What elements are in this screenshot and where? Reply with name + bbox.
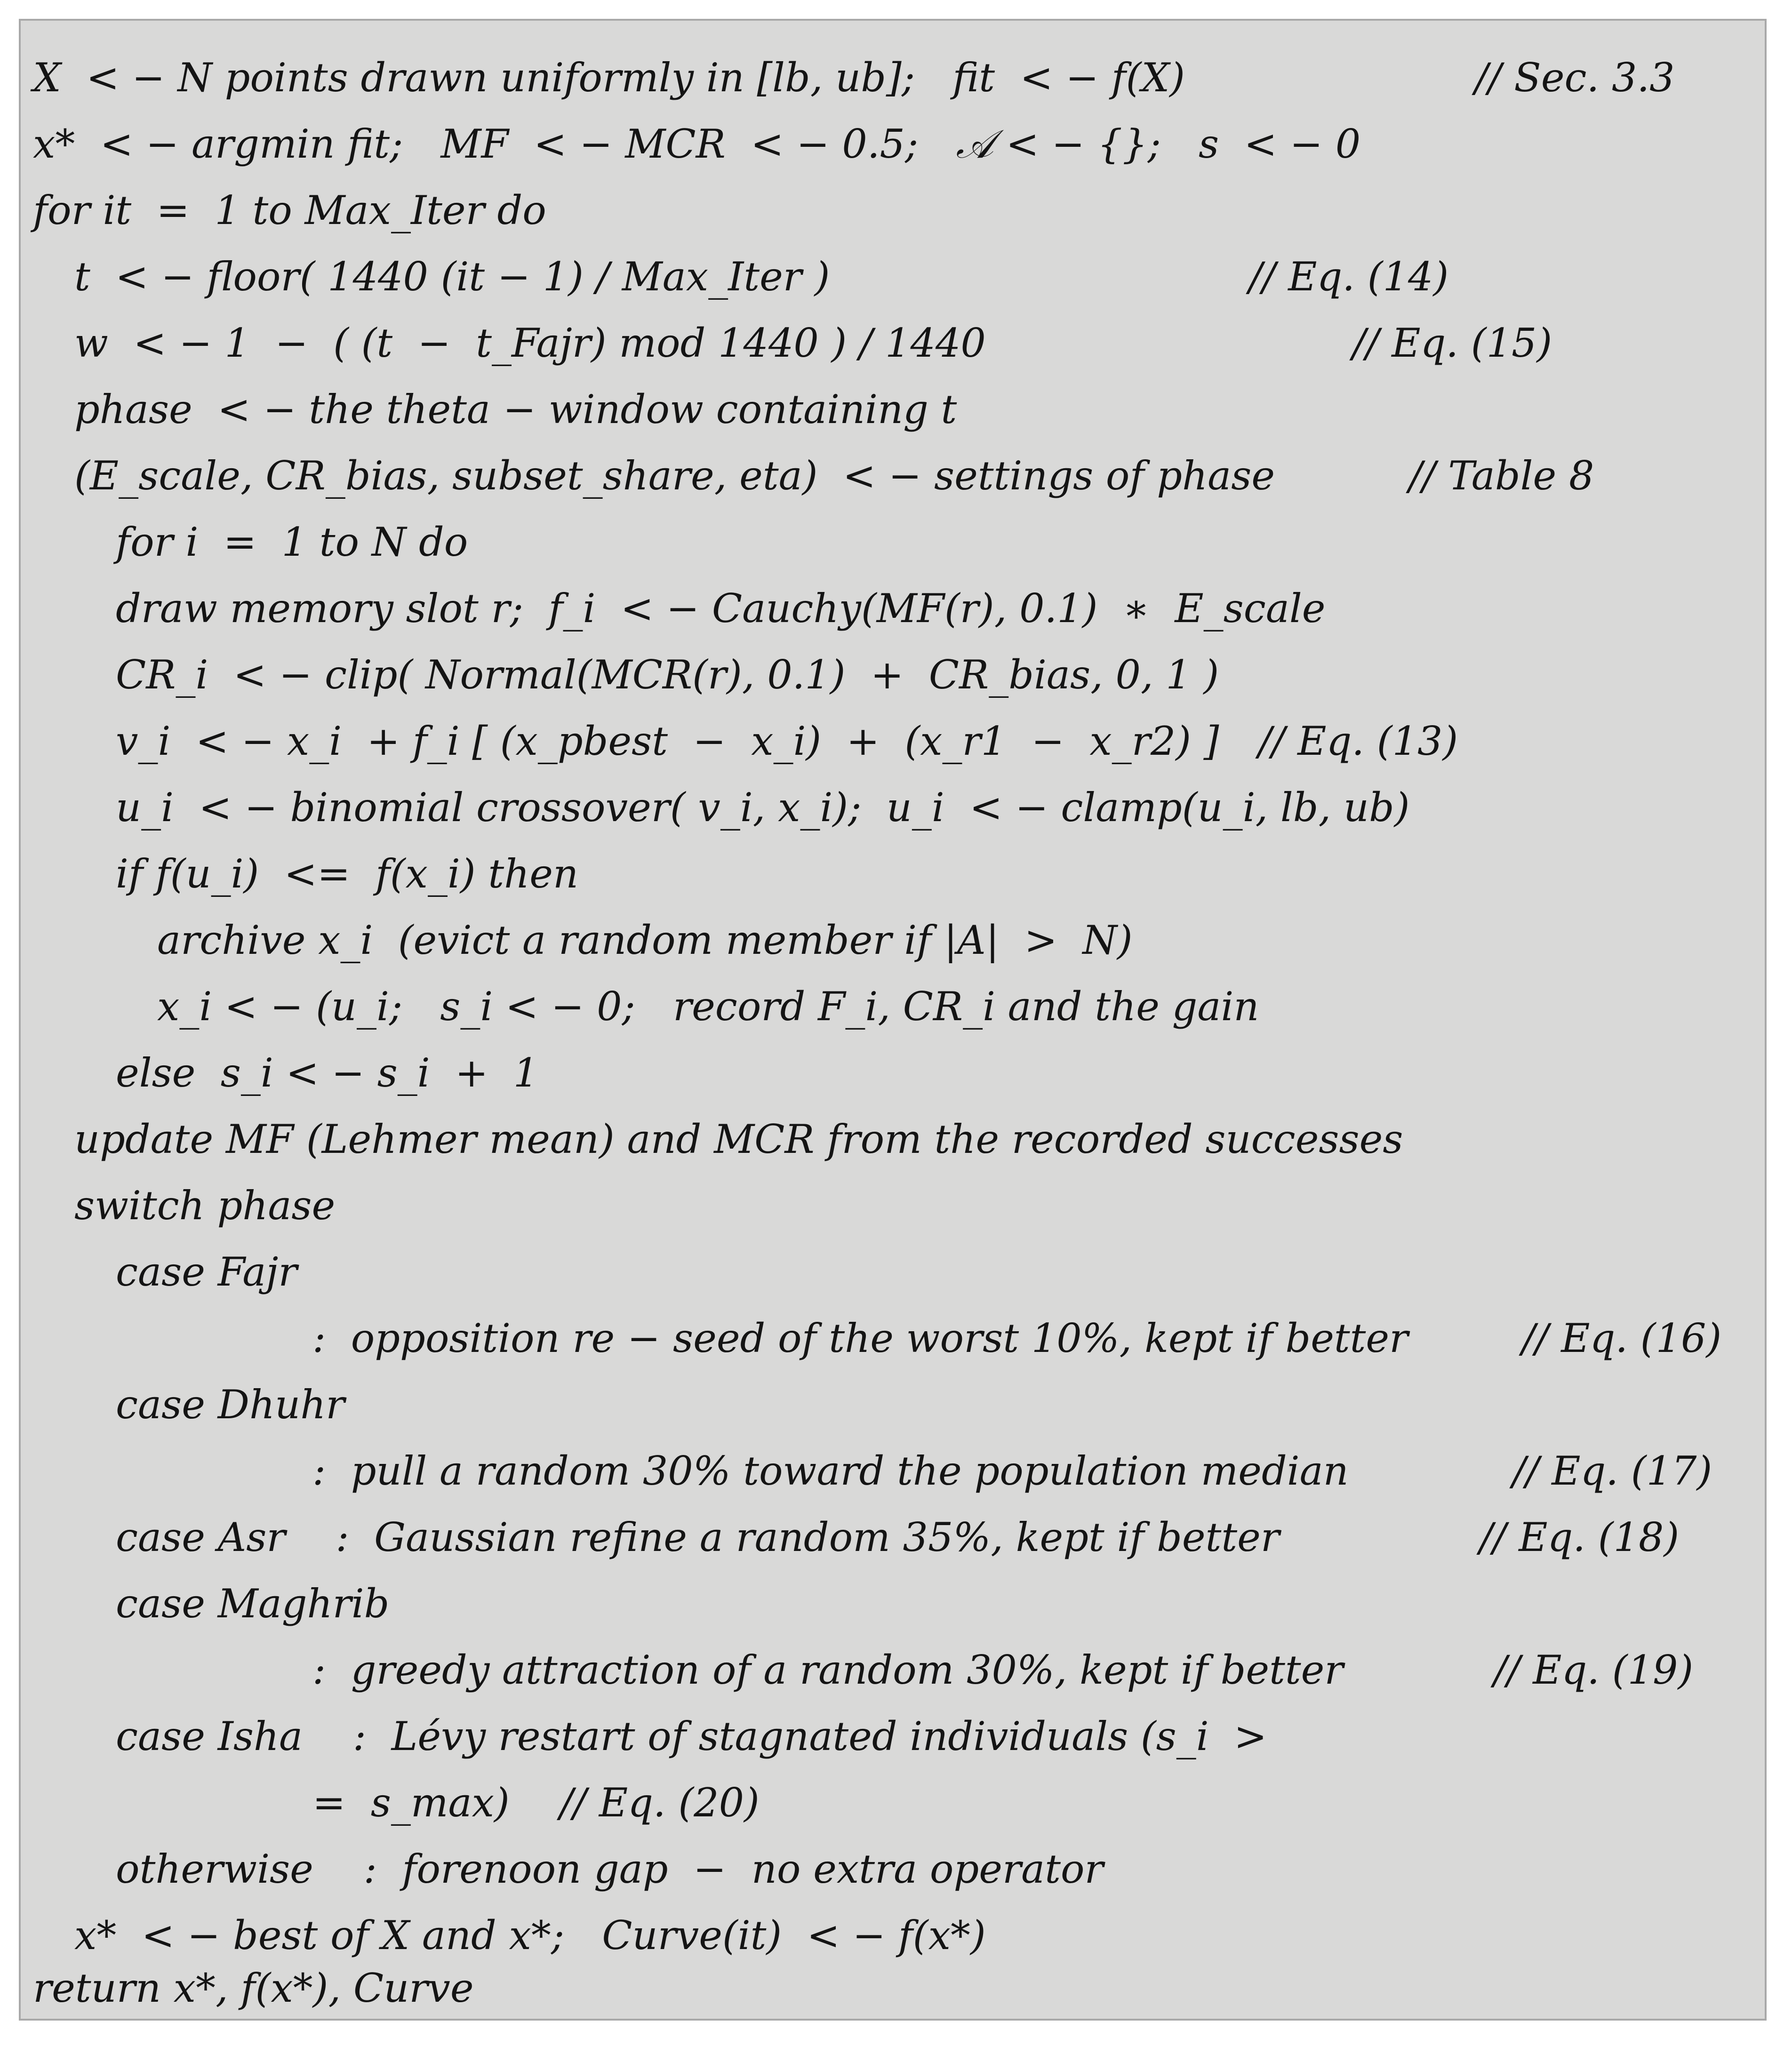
- code-comment: // Sec. 3.3: [1475, 55, 1675, 101]
- code-line: [21, 708, 1765, 775]
- code-text: case Isha : Lévy restart of stagnated individuals (s_i >: [116, 1713, 1267, 1759]
- code-line: [21, 1637, 1765, 1703]
- code-text: else s_i < − s_i + 1: [116, 1050, 539, 1096]
- code-line: [21, 243, 1765, 310]
- code-text: x_i < − (u_i; s_i < − 0; record F_i, CR_i and the gain: [157, 983, 1259, 1030]
- code-text: : pull a random 30% toward the population median: [312, 1448, 1349, 1494]
- code-comment: // Eq. (18): [1480, 1514, 1680, 1560]
- code-line: [21, 1239, 1765, 1305]
- code-line: [21, 840, 1765, 907]
- code-text: w < − 1 − ( (t − t_Fajr) mod 1440 ) / 1440: [74, 320, 986, 366]
- code-text: = s_max) // Eq. (20): [312, 1780, 760, 1826]
- code-text: for it = 1 to Max_Iter do: [33, 187, 546, 233]
- code-line: [21, 1836, 1765, 1902]
- code-comment: // Eq. (17): [1512, 1448, 1712, 1494]
- code-line: [21, 973, 1765, 1040]
- code-comment: // Eq. (13): [1258, 718, 1458, 764]
- code-text: for i = 1 to N do: [116, 519, 468, 565]
- code-comment: // Eq. (14): [1249, 254, 1449, 300]
- code-line: [21, 442, 1765, 509]
- code-text: switch phase: [74, 1183, 336, 1229]
- code-line: [21, 376, 1765, 443]
- code-line: [21, 44, 1765, 111]
- code-line: [21, 1769, 1765, 1836]
- code-text: (E_scale, CR_bias, subset_share, eta) < − settings of phase: [74, 453, 1275, 499]
- code-text: if f(u_i) <= f(x_i) then: [116, 851, 579, 897]
- code-line: [21, 310, 1765, 376]
- code-text: draw memory slot r; f_i < − Cauchy(MF(r), 0.1) ∗ E_scale: [116, 585, 1326, 631]
- code-line: [21, 111, 1765, 177]
- code-text: t < − floor( 1440 (it − 1) / Max_Iter ): [74, 254, 830, 300]
- code-line: [21, 1570, 1765, 1637]
- code-line: [21, 1438, 1765, 1504]
- code-text: : greedy attraction of a random 30%, kept if better: [312, 1647, 1344, 1693]
- code-text: v_i < − x_i + f_i [ (x_pbest − x_i) + (x_r1 − x_r2) ]: [116, 718, 1219, 764]
- algorithm-pseudocode-box: [19, 19, 1767, 2021]
- code-text: CR_i < − clip( Normal(MCR(r), 0.1) + CR_bias, 0, 1 ): [116, 652, 1219, 698]
- code-line: [21, 1703, 1765, 1770]
- code-text: u_i < − binomial crossover( v_i, x_i); u_i < − clamp(u_i, lb, ub): [116, 784, 1410, 831]
- code-text: case Fajr: [116, 1249, 297, 1295]
- code-comment: // Eq. (16): [1522, 1315, 1722, 1361]
- code-text: archive x_i (evict a random member if |A| > N): [157, 917, 1133, 963]
- code-line: [21, 1305, 1765, 1372]
- code-line: [21, 509, 1765, 575]
- code-text: X < − N points drawn uniformly in [lb, ub]; fit < − f(X): [33, 55, 1185, 101]
- code-line: [21, 177, 1765, 244]
- code-line: [21, 1504, 1765, 1571]
- code-text: return x*, f(x*), Curve: [33, 1965, 474, 2011]
- code-text: phase < − the theta − window containing t: [74, 386, 957, 432]
- code-line: [21, 641, 1765, 708]
- code-text: x* < − best of X and x*; Curve(it) < − f(x*): [74, 1912, 986, 1958]
- code-text: case Maghrib: [116, 1581, 390, 1627]
- code-text: x* < − argmin fit; MF < − MCR < − 0.5; 𝒜 < − {}; s < − 0: [33, 121, 1361, 167]
- code-line: [21, 1106, 1765, 1173]
- code-text: update MF (Lehmer mean) and MCR from the recorded successes: [74, 1116, 1403, 1162]
- code-line: [21, 1172, 1765, 1239]
- code-line: [21, 774, 1765, 841]
- code-text: : opposition re − seed of the worst 10%, kept if better: [312, 1315, 1408, 1361]
- code-line: [21, 1955, 1765, 2022]
- code-line: [21, 1039, 1765, 1106]
- code-text: case Asr : Gaussian refine a random 35%, kept if better: [116, 1514, 1280, 1560]
- code-comment: // Eq. (15): [1352, 320, 1552, 366]
- code-text: otherwise : forenoon gap − no extra operator: [116, 1846, 1104, 1892]
- code-line: [21, 1371, 1765, 1438]
- code-comment: // Table 8: [1409, 453, 1594, 499]
- code-comment: // Eq. (19): [1494, 1647, 1694, 1693]
- code-text: case Dhuhr: [116, 1382, 345, 1428]
- code-line: [21, 907, 1765, 974]
- code-line: [21, 575, 1765, 642]
